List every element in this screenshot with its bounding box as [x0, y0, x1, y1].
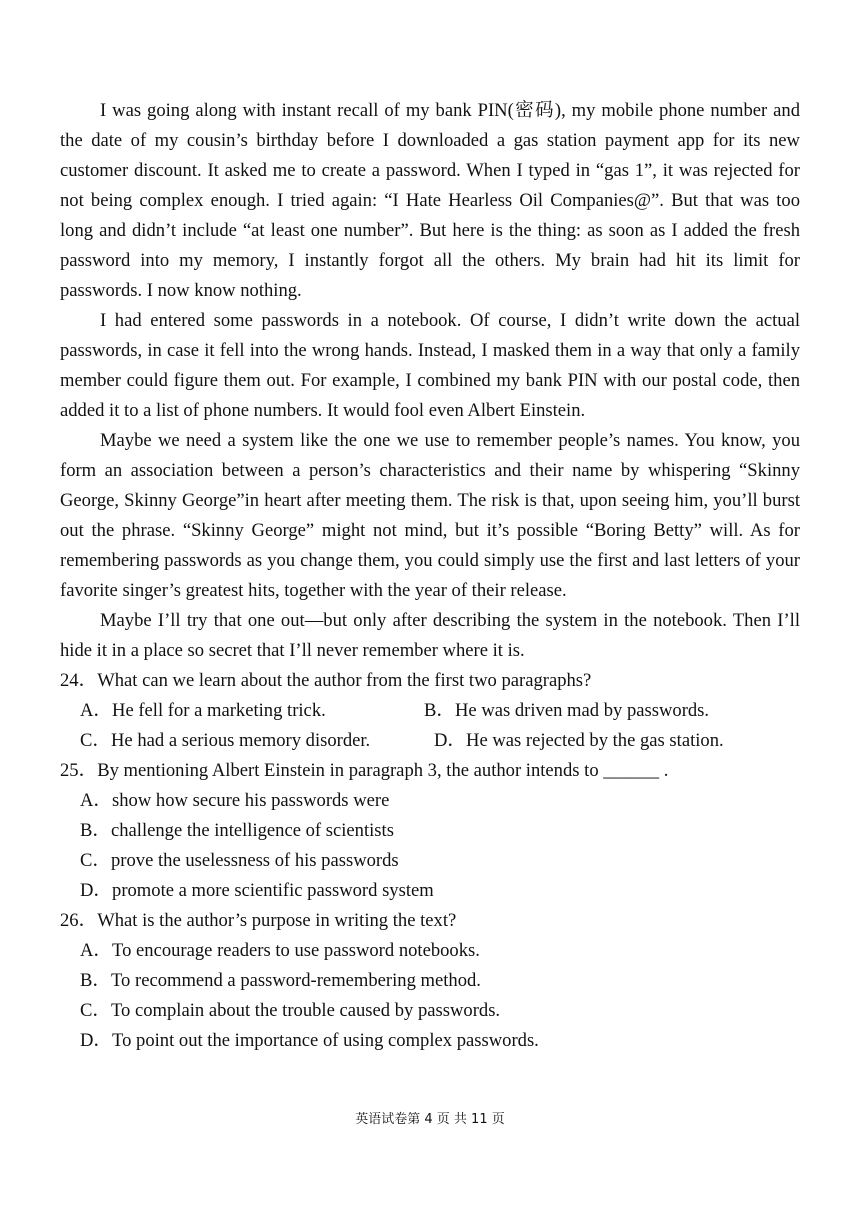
question-24	[60, 666, 800, 756]
passage-paragraph-2: I had entered some passwords in a notebook. Of course, I didn’t write down the actual passwords, in case it fell into the wrong hands. Instead, I masked them in a way that only a family member could figure them out. For example, I combined my bank PIN with our postal code, then added it to a list of phone numbers. It would fool even Albert Einstein.	[60, 310, 800, 421]
question-26	[60, 906, 800, 1056]
option-c[interactable]: C．prove the uselessness of his passwords	[80, 850, 399, 871]
question-stem: 26．What is the author’s purpose in writing the text?	[60, 910, 457, 931]
question-stem: 24．What can we learn about the author from the first two paragraphs?	[60, 670, 592, 691]
option-row	[60, 726, 800, 756]
option-c[interactable]: C．He had a serious memory disorder.	[80, 730, 371, 751]
option-b[interactable]: B．challenge the intelligence of scientists	[80, 820, 394, 841]
option-row	[60, 696, 800, 726]
option-d[interactable]: D．promote a more scientific password system	[80, 880, 434, 901]
option-a[interactable]: A．To encourage readers to use password notebooks.	[80, 940, 480, 961]
option-c[interactable]: C．To complain about the trouble caused by passwords.	[80, 1000, 501, 1021]
question-25	[60, 756, 800, 906]
option-a[interactable]: A．show how secure his passwords were	[80, 790, 390, 811]
option-b[interactable]: B．He was driven mad by passwords.	[424, 700, 710, 721]
option-a[interactable]: A．He fell for a marketing trick.	[80, 700, 326, 721]
page-footer: 英语试卷第 4 页 共 11 页	[355, 1112, 505, 1127]
passage-paragraph-1: I was going along with instant recall of my bank PIN(密码), my mobile phone number and the date of my cousin’s birthday before I downloaded a gas station payment app for its new customer discount. It asked me to create a password. When I typed in “gas 1”, it was rejected for not being complex enough. I tried again: “I Hate Hearless Oil Companies@”. But that was too long and didn’t include “at least one number”. But here is the thing: as soon as I added the fresh password into my memory, I instantly forgot all the others. My brain had hit its limit for passwords. I now know nothing.	[60, 100, 800, 301]
option-d[interactable]: D．To point out the importance of using complex passwords.	[80, 1030, 539, 1051]
question-stem: 25．By mentioning Albert Einstein in paragraph 3, the author intends to ______ .	[60, 760, 669, 781]
option-b[interactable]: B．To recommend a password-remembering method.	[80, 970, 481, 991]
passage-paragraph-4: Maybe I’ll try that one out—but only after describing the system in the notebook. Then I’ll hide it in a place so secret that I’ll never remember where it is.	[60, 610, 800, 661]
option-d[interactable]: D．He was rejected by the gas station.	[434, 730, 724, 751]
passage-paragraph-3: Maybe we need a system like the one we use to remember people’s names. You know, you form an association between a person’s characteristics and their name by whispering “Skinny George, Skinny George”in heart after meeting them. The risk is that, upon seeing him, you’ll burst out the phrase. “Skinny George” might not mind, but it’s possible “Boring Betty” will. As for remembering passwords as you change them, you could simply use the first and last letters of your favorite singer’s greatest hits, together with the year of their release.	[60, 430, 800, 601]
page-content	[60, 96, 800, 1056]
